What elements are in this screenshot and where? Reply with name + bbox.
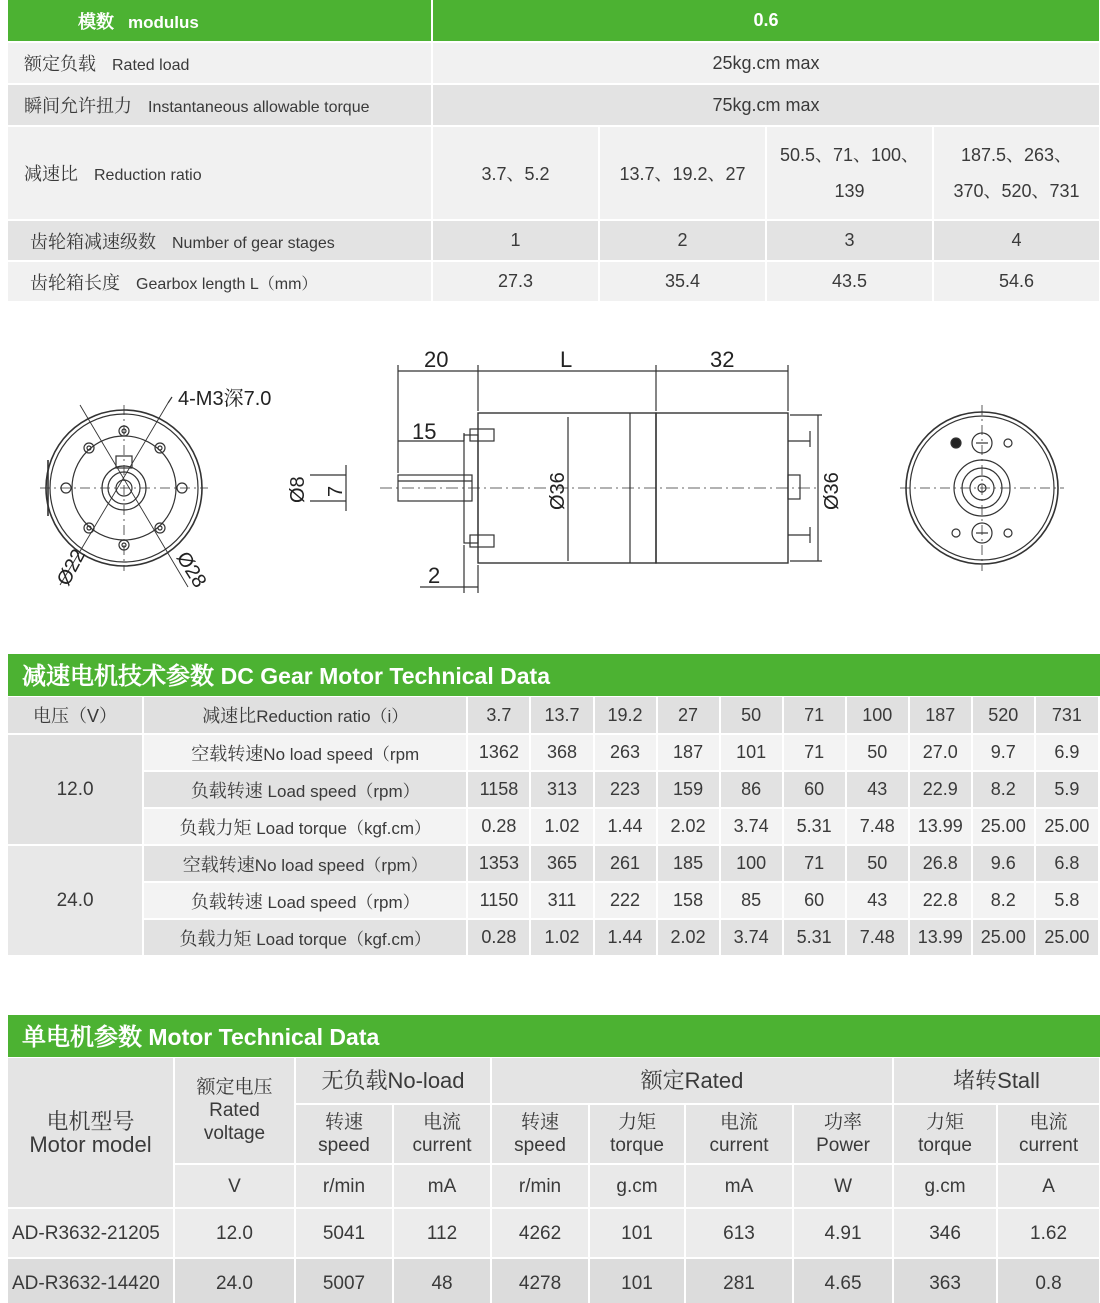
unit-cell: mA [685,1164,793,1208]
value-cell: 48 [393,1258,491,1303]
value-cell: 4.91 [793,1208,893,1258]
value-cell: 5.31 [783,919,846,956]
gear-stages-label: 齿轮箱减速级数 Number of gear stages [8,220,432,261]
unit-cell: mA [393,1164,491,1208]
gear-stages-cell: 2 [599,220,766,261]
value-cell: 101 [720,734,783,771]
voltage-header: 电压（V） [8,697,143,734]
value-cell: 5.31 [783,808,846,845]
dim-7-label: 7 [325,485,347,497]
table-row [8,1258,1100,1303]
value-cell: 4262 [491,1208,589,1258]
value-cell: 26.8 [909,845,972,882]
diameter-22-label: Ø22 [52,545,91,590]
value-cell: 368 [530,734,593,771]
reduction-ratio-row [8,126,1100,220]
rated-load-value: 25kg.cm max [432,42,1100,84]
table-row [8,882,1099,919]
gearbox-length-cell: 35.4 [599,261,766,302]
value-cell: 50 [846,734,909,771]
value-cell: 311 [530,882,593,919]
value-cell: 85 [720,882,783,919]
param-label: 空载转速No load speed（rpm [143,734,467,771]
ratio-header: 减速比Reduction ratio（i） [143,697,467,734]
table-row [8,808,1099,845]
dim-15-label: 15 [412,419,437,444]
dim-L-label: L [560,347,573,372]
motor-group-header-row [8,1058,1100,1104]
gearbox-length-row [8,261,1100,302]
unit-cell: A [997,1164,1100,1208]
value-cell: 365 [530,845,593,882]
unit-cell: V [174,1164,295,1208]
value-cell: 86 [720,771,783,808]
dim-32-label: 32 [710,347,735,372]
instant-torque-row [8,84,1100,126]
value-cell: 13.99 [909,919,972,956]
ratio-cell: 731 [1035,697,1099,734]
instant-torque-label: 瞬间允许扭力 Instantaneous allowable torque [8,84,432,126]
value-cell: 6.8 [1035,845,1099,882]
modulus-value: 0.6 [432,0,1100,42]
gear-stages-row [8,220,1100,261]
sub-header: 电流 current [997,1104,1100,1164]
gear-stages-cell: 1 [432,220,599,261]
value-cell: 313 [530,771,593,808]
reduction-ratio-cell: 13.7、19.2、27 [599,126,766,220]
reduction-ratio-cell: 3.7、5.2 [432,126,599,220]
value-cell: 22.8 [909,882,972,919]
ratio-cell: 19.2 [594,697,657,734]
gearbox-length-label: 齿轮箱长度 Gearbox length L（mm） [8,261,432,302]
dim-36-gearbox-label: Ø36 [547,472,569,510]
value-cell: 25.00 [972,808,1035,845]
unit-cell: W [793,1164,893,1208]
diameter-28-label: Ø28 [171,547,211,592]
value-cell: 60 [783,771,846,808]
table-row [8,771,1099,808]
technical-drawing [0,325,1100,625]
value-cell: 71 [783,845,846,882]
value-cell: 9.6 [972,845,1035,882]
value-cell: 25.00 [1035,919,1099,956]
param-label: 负载力矩 Load torque（kgf.cm） [143,808,467,845]
dim-2-label: 2 [428,563,441,588]
value-cell: 5007 [295,1258,393,1303]
value-cell: 24.0 [174,1258,295,1303]
motor-model-header: 电机型号 Motor model [8,1058,174,1208]
param-label: 负载转速 Load speed（rpm） [143,882,467,919]
table-row [8,734,1099,771]
value-cell: 185 [657,845,720,882]
modulus-row [8,0,1100,42]
value-cell: 6.9 [1035,734,1099,771]
value-cell: 1362 [467,734,530,771]
holes-label: 4-M3深7.0 [178,388,272,410]
value-cell: 158 [657,882,720,919]
modulus-label: 模数 modulus [8,0,432,42]
instant-torque-value: 75kg.cm max [432,84,1100,126]
value-cell: 8.2 [972,771,1035,808]
gear-motor-table [8,697,1100,957]
value-cell: 12.0 [174,1208,295,1258]
value-cell: 159 [657,771,720,808]
value-cell: 1158 [467,771,530,808]
sub-header: 力矩 torque [893,1104,997,1164]
value-cell: 222 [594,882,657,919]
reduction-ratio-cell: 187.5、263、 370、520、731 [933,126,1100,220]
value-cell: 13.99 [909,808,972,845]
value-cell: 1.62 [997,1208,1100,1258]
value-cell: 4278 [491,1258,589,1303]
rated-group-header: 额定Rated [491,1058,893,1104]
ratio-cell: 71 [783,697,846,734]
value-cell: 7.48 [846,919,909,956]
ratio-cell: 100 [846,697,909,734]
value-cell: 4.65 [793,1258,893,1303]
value-cell: 1.44 [594,919,657,956]
value-cell: 25.00 [972,919,1035,956]
value-cell: 101 [589,1258,685,1303]
gear-motor-section-title: 减速电机技术参数 DC Gear Motor Technical Data [8,654,1100,696]
value-cell: 223 [594,771,657,808]
motor-section-title: 单电机参数 Motor Technical Data [8,1015,1100,1057]
gearbox-length-cell: 27.3 [432,261,599,302]
unit-cell: r/min [491,1164,589,1208]
param-label: 负载转速 Load speed（rpm） [143,771,467,808]
table-row [8,1208,1100,1258]
rated-voltage-header: 额定电压 Rated voltage [174,1058,295,1164]
value-cell: 22.9 [909,771,972,808]
param-label: 空载转速No load speed（rpm） [143,845,467,882]
value-cell: 25.00 [1035,808,1099,845]
gear-header-row [8,697,1099,734]
value-cell: 5.8 [1035,882,1099,919]
value-cell: 0.28 [467,919,530,956]
back-view-drawing [900,405,1064,571]
value-cell: 187 [657,734,720,771]
unit-cell: r/min [295,1164,393,1208]
value-cell: 281 [685,1258,793,1303]
value-cell: 613 [685,1208,793,1258]
rated-load-label: 额定负载 Rated load [8,42,432,84]
value-cell: 9.7 [972,734,1035,771]
motor-data-table [8,1058,1100,1303]
value-cell: 363 [893,1258,997,1303]
value-cell: 261 [594,845,657,882]
noload-group-header: 无负载No-load [295,1058,491,1104]
value-cell: 112 [393,1208,491,1258]
sub-header: 电流 current [685,1104,793,1164]
table-row [8,845,1099,882]
value-cell: 27.0 [909,734,972,771]
value-cell: 3.74 [720,808,783,845]
sub-header: 力矩 torque [589,1104,685,1164]
value-cell: 5.9 [1035,771,1099,808]
dim-8-label: Ø8 [287,476,309,503]
value-cell: 2.02 [657,808,720,845]
value-cell: 346 [893,1208,997,1258]
sub-header: 转速 speed [491,1104,589,1164]
value-cell: 7.48 [846,808,909,845]
ratio-cell: 27 [657,697,720,734]
value-cell: 0.28 [467,808,530,845]
ratio-cell: 13.7 [530,697,593,734]
voltage-cell: 24.0 [8,845,143,956]
stall-group-header: 堵转Stall [893,1058,1100,1104]
dim-36-motor-label: Ø36 [821,472,843,510]
value-cell: 3.74 [720,919,783,956]
sub-header: 转速 speed [295,1104,393,1164]
ratio-cell: 50 [720,697,783,734]
gear-stages-cell: 3 [766,220,933,261]
gearbox-spec-table [8,0,1100,303]
sub-header: 电流 current [393,1104,491,1164]
value-cell: 8.2 [972,882,1035,919]
value-cell: 5041 [295,1208,393,1258]
ratio-cell: 187 [909,697,972,734]
unit-cell: g.cm [589,1164,685,1208]
value-cell: 263 [594,734,657,771]
ratio-cell: 3.7 [467,697,530,734]
gearbox-length-cell: 43.5 [766,261,933,302]
sub-header: 功率 Power [793,1104,893,1164]
gearbox-length-cell: 54.6 [933,261,1100,302]
value-cell: 1150 [467,882,530,919]
value-cell: 1.44 [594,808,657,845]
voltage-cell: 12.0 [8,734,143,845]
value-cell: 101 [589,1208,685,1258]
param-label: 负载力矩 Load torque（kgf.cm） [143,919,467,956]
value-cell: 2.02 [657,919,720,956]
ratio-cell: 520 [972,697,1035,734]
value-cell: 1353 [467,845,530,882]
value-cell: 1.02 [530,919,593,956]
unit-cell: g.cm [893,1164,997,1208]
table-row [8,919,1099,956]
gear-stages-cell: 4 [933,220,1100,261]
value-cell: 100 [720,845,783,882]
reduction-ratio-label: 减速比 Reduction ratio [8,126,432,220]
value-cell: 60 [783,882,846,919]
value-cell: 43 [846,771,909,808]
value-cell: 43 [846,882,909,919]
rated-load-row [8,42,1100,84]
value-cell: 71 [783,734,846,771]
value-cell: 50 [846,845,909,882]
value-cell: 0.8 [997,1258,1100,1303]
value-cell: 1.02 [530,808,593,845]
motor-model-cell: AD-R3632-14420 [8,1258,174,1303]
dim-20-label: 20 [424,347,449,372]
reduction-ratio-cell: 50.5、71、100、 139 [766,126,933,220]
motor-model-cell: AD-R3632-21205 [8,1208,174,1258]
